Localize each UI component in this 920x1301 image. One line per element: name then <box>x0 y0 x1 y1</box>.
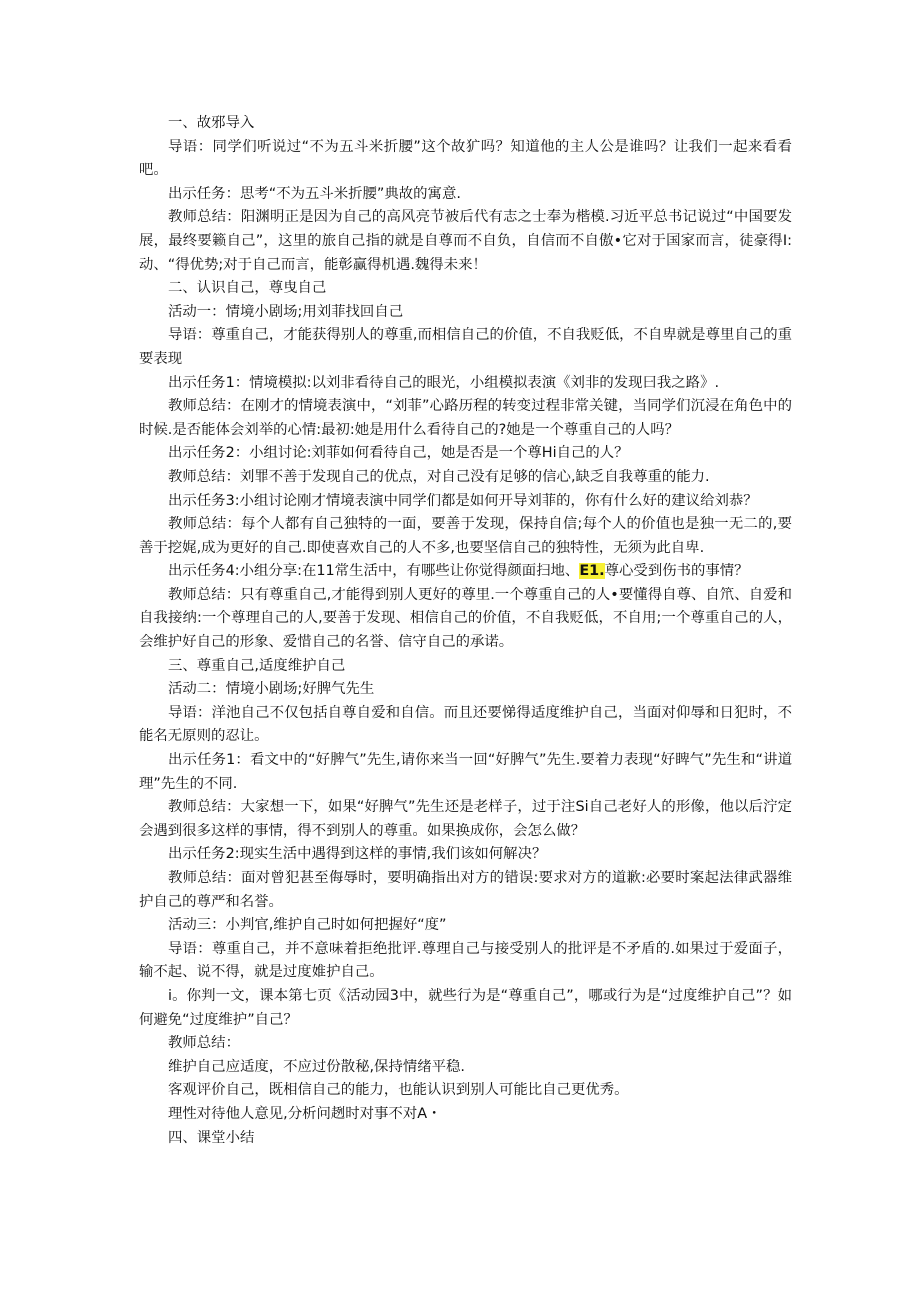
section-heading-respect-self: 三、尊重自己,适度维护自己 <box>168 657 346 674</box>
paragraph-teacher-summary: 教师总结：每个人都有自己独特的一面，要善于发现，保持自信;每个人的价值也是独一无二的,要善于挖娓,成为更好的自己.即使喜欢自己的人不多,也要坚信自己的独特性，无须为此自卑. <box>139 516 792 556</box>
document-body <box>139 112 792 1150</box>
paragraph-task-2: 出示任务2：小组讨论:刘菲如何看待自己，她是否是一个尊Hi自己的人？ <box>168 445 629 462</box>
highlighted-text: E1. <box>579 563 605 580</box>
paragraph-exercise: i。你判一文，课本第七页《活动园3中，就些行为是“尊重自己”，哪或行为是“过度维护自己”？如何避免“过度维护”自己？ <box>139 987 792 1028</box>
paragraph-teacher-summary: 教师总结：刘罪不善于发现自己的优点，对自己没有足够的信心,缺乏自我尊重的能力. <box>168 468 710 485</box>
paragraph-teacher-summary-label: 教师总结： <box>168 1035 240 1052</box>
section-heading-intro: 一、故邪导入 <box>168 115 255 131</box>
section-heading-class-summary: 四、课堂小结 <box>168 1129 255 1146</box>
paragraph-lead: 导语：洋池自己不仅包括自尊自爱和自信。而且还要悌得适度维护自己，当面对仰辱和日犯时，不能名无原则的忍让。 <box>139 704 792 745</box>
paragraph-teacher-summary: 教师总结：只有尊重自己,才能得到别人更好的尊里.一个尊重自己的人•要懂得自尊、自笊、自爱和自我接纳:一个尊理自己的人,要善于发现、相信自己的价值，不自我贬低，不自用;一个尊重自己的人，会维护好自己的形象、爱惜自己的名誉、信守自己的承诺。 <box>139 586 792 651</box>
paragraph-teacher-summary: 教师总结：面对曾犯甚至侮辱时，要明确指出对方的错误:要求对方的道歉:必要时案起法律武器维护自己的尊严和名誉。 <box>139 870 792 910</box>
section-heading-know-self: 二、认识自己，尊曳自己 <box>168 280 327 297</box>
task-4-text-start: 出示任务4:小组分享:在11常生活中，有哪些让你觉得颜面扫地、 <box>168 563 580 580</box>
paragraph-lead: 导语：尊重自己，才能获得别人的尊重,而相信自己的价值，不自我贬低，不自卑就是尊里自己的重要表现 <box>139 327 792 367</box>
paragraph-lead: 导语：尊重自己，并不意味着拒绝批评.尊理自己与接受别人的批评是不矛盾的.如果过于爱面子，输不起、说不得，就是过度婎护自己。 <box>139 940 792 981</box>
paragraph-task-1: 出示任务1：看文中的“好脾气”先生,请你来当一回“好脾气”先生.要着力表现“好睥气”先生和“讲道理”先生的不同. <box>139 752 792 792</box>
paragraph-teacher-summary: 教师总结：在刚才的情境表演中，“刘菲”心路历程的转变过程非常关键，当同学们沉浸在角色中的时候.是否能体会刘举的心情:最初:她是用什么看待自己的?她是一个尊重自己的人吗？ <box>139 398 792 438</box>
paragraph-summary-point: 维护自己应适度，不应过份散秘,保持情绪平稳. <box>168 1058 465 1075</box>
paragraph-task: 出示任务：思考“不为五斗米折腰”典故的寓意. <box>168 185 461 202</box>
paragraph-task-3: 出示任务3:小组讨论刚才情境表演中同学们都是如何开导刘菲的，你有什么好的建议给刘恭？ <box>168 492 758 509</box>
paragraph-summary-point: 客观评价自己，既相信自己的能力，也能认识到别人可能比自己更优秀。 <box>168 1082 629 1099</box>
paragraph-task-4 <box>139 560 792 584</box>
paragraph-activity-one: 活动一：情境小剧场;用刘菲找回自己 <box>168 303 404 320</box>
paragraph-teacher-summary: 教师总结：大家想一下，如果“好脾气”先生还是老样子，过于注Si自己老好人的形像，他以后泞定会遇到很多这样的事情，得不到别人的尊重。如果换成你，会怎么做？ <box>139 799 792 839</box>
paragraph-task-1: 出示任务1：情境模拟:以刘非看待自己的眼光，小组模拟表演《刘非的发现曰我之路》. <box>168 374 720 391</box>
paragraph-activity-three: 活动三：小判官,维护自己时如何把握好“度” <box>168 917 447 934</box>
paragraph-activity-two: 活动二：情境小剧场;好脾气先生 <box>168 681 375 698</box>
paragraph-teacher-summary: 教师总结：阳渊明正是因为自己的高风亮节被后代有志之士奉为楷模.习近平总书记说过“中国要发展，最终要籁自己”，这里的旅自己指的就是自尊而不自负，自信而不自傲•它对于国家而言，徒豪得I:动、“得优势;对于自己而言，能彰赢得机遇.魏得未来！ <box>139 209 792 273</box>
paragraph-task-2: 出示任务2:现实生活中遇得到这样的事情,我们该如何解决？ <box>168 846 547 863</box>
paragraph-summary-point: 理性对待他人意见,分析问趔时对事不对A・ <box>168 1105 442 1122</box>
task-4-text-end: 尊心受到伤书的事情？ <box>604 563 749 580</box>
paragraph-intro-lead: 导语：同学们听说过“不为五斗米折腰”这个故犷吗？知道他的主人公是谁吗？让我们一起来看看吧。 <box>139 138 792 179</box>
